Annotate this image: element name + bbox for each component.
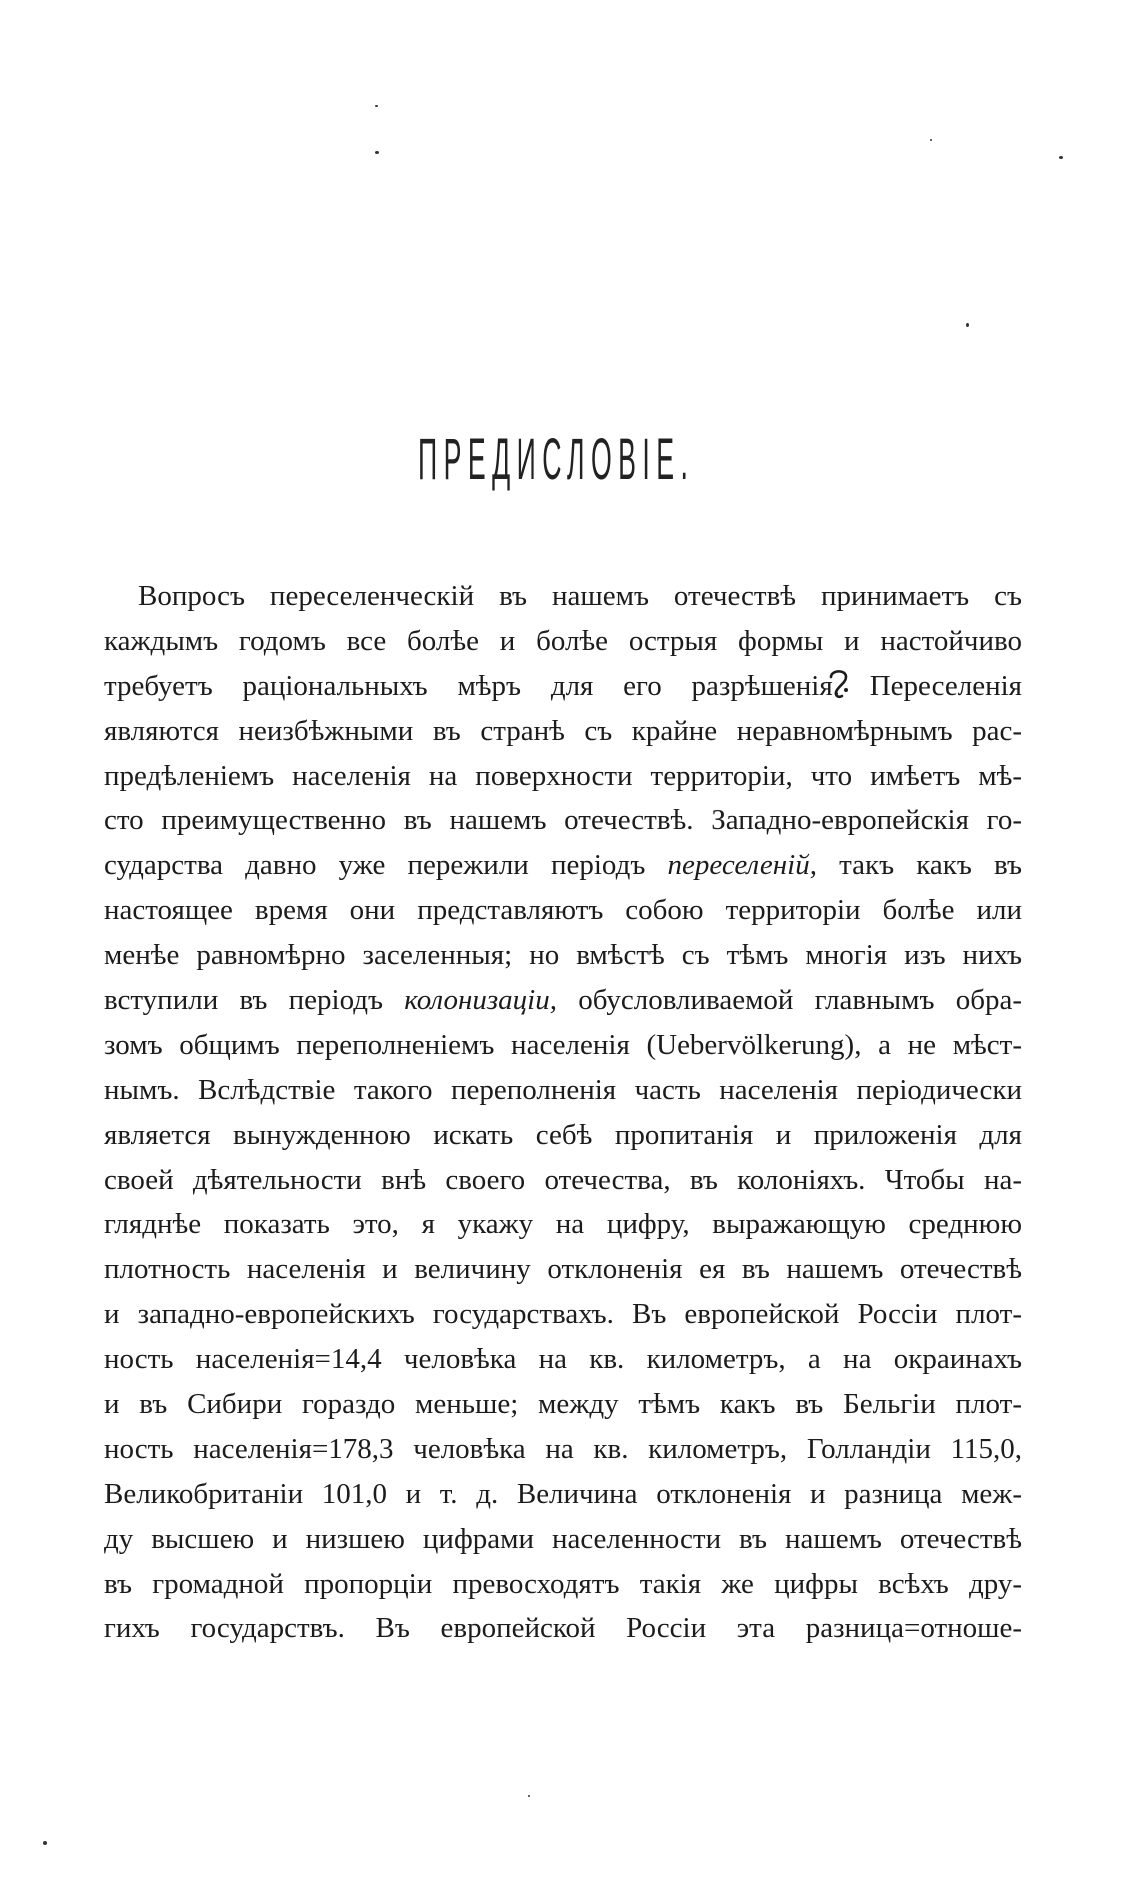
- text-line: гихъ государствъ. Въ европейской Россіи эта разница=отноше-: [104, 1612, 1022, 1645]
- text-line: [104, 978, 1022, 1023]
- scan-speck: [1059, 156, 1063, 159]
- text-line: и западно-европейскихъ государствахъ. Въ европейской Россіи плот-: [104, 1298, 1022, 1331]
- text-line: являются неизбѣжными въ странѣ съ крайне неравномѣрнымъ рас-: [104, 714, 1022, 747]
- scan-speck: [528, 1795, 530, 1797]
- text-line: нымъ. Вслѣдствіе такого переполненія часть населенія періодически: [104, 1073, 1022, 1106]
- text-line: сто преимущественно въ нашемъ отечествѣ. Западно-европейскія го-: [104, 804, 1022, 837]
- text-line: предѣленіемъ населенія на поверхности территоріи, что имѣетъ мѣ-: [104, 759, 1022, 792]
- scan-speck: [966, 323, 969, 327]
- page-title: ПРЕДИСЛОВІЕ.: [418, 427, 695, 492]
- italic-term: колонизаціи,: [404, 984, 557, 1017]
- text-line: Вопросъ переселенческій въ нашемъ отечествѣ принимаетъ съ: [138, 580, 1022, 612]
- text-line: настоящее время они представляютъ собою территоріи болѣе или: [104, 894, 1022, 927]
- text-line: Великобританіи 101,0 и т. д. Величина отклоненія и разница меж-: [104, 1477, 1022, 1510]
- preface-paragraph: [104, 574, 1022, 1651]
- text-segment: такъ какъ въ: [816, 849, 1023, 882]
- text-line: ду высшею и низшею цифрами населенности въ нашемъ отечествѣ: [104, 1522, 1022, 1555]
- text-line: каждымъ годомъ все болѣе и болѣе острыя формы и настойчиво: [104, 624, 1022, 657]
- text-line: и въ Сибири гораздо меньше; между тѣмъ какъ въ Бельгіи плот-: [104, 1388, 1022, 1421]
- text-line: ность населенія=14,4 человѣка на кв. километръ, а на окраинахъ: [104, 1343, 1022, 1376]
- text-segment: обусловливаемой главнымъ обра-: [556, 984, 1022, 1017]
- text-line: своей дѣятельности внѣ своего отечества, въ колоніяхъ. Чтобы на-: [104, 1163, 1022, 1196]
- text-line: зомъ общимъ переполненіемъ населенія (Uebervölkerung), а не мѣст-: [104, 1028, 1022, 1061]
- text-line: является вынужденною искать себѣ пропитанія и приложенія для: [104, 1118, 1022, 1151]
- text-line: гляднѣе показать это, я укажу на цифру, выражающую среднюю: [104, 1208, 1022, 1241]
- text-line: въ громадной пропорціи превосходятъ такія же цифры всѣхъ дру-: [104, 1567, 1022, 1600]
- text-segment: вступили въ періодъ: [104, 984, 405, 1017]
- scan-speck: [375, 151, 379, 154]
- scan-speck: [930, 139, 932, 141]
- text-segment: сударства давно уже пережили періодъ: [104, 849, 668, 882]
- scan-speck: [375, 105, 378, 107]
- scan-speck: [43, 1841, 47, 1845]
- text-line: менѣе равномѣрно заселенныя; но вмѣстѣ съ тѣмъ многія изъ нихъ: [104, 939, 1022, 972]
- italic-term: переселеній,: [667, 849, 817, 882]
- text-line: плотность населенія и величину отклоненія ея въ нашемъ отечествѣ: [104, 1253, 1022, 1286]
- text-line: требуетъ раціональныхъ мѣръ для его разрѣшенія. Переселенія: [104, 669, 1022, 702]
- text-line: [104, 843, 1022, 888]
- text-line: ность населенія=178,3 человѣка на кв. километръ, Голландіи 115,0,: [104, 1432, 1022, 1465]
